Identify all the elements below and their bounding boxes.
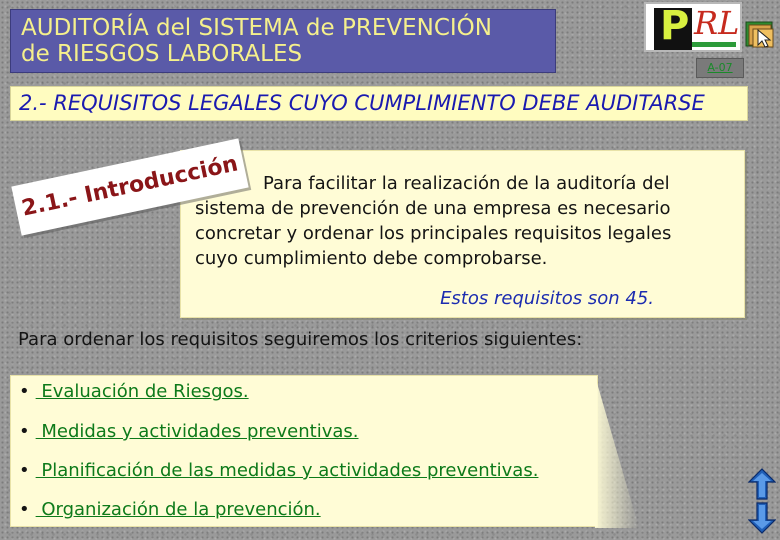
intro-panel	[180, 150, 745, 318]
page-navigation	[748, 468, 776, 534]
intro-paragraph	[195, 171, 735, 271]
logo-p-letter: P	[660, 3, 690, 49]
prl-logo	[644, 2, 742, 52]
title-line-1: AUDITORÍA del SISTEMA de PREVENCIÓN	[21, 15, 492, 41]
criteria-item-organizacion	[19, 498, 321, 522]
page-code-link[interactable]: A-07	[696, 58, 744, 78]
bullet: •	[19, 499, 30, 520]
title-line-2: de RIESGOS LABORALES	[21, 41, 303, 67]
subsection-tag: 2.1.- Introducción	[11, 138, 248, 235]
criteria-item-evaluacion	[19, 380, 249, 404]
logo-underline	[692, 42, 736, 47]
bullet: •	[19, 460, 30, 481]
link-evaluacion-riesgos[interactable]: Evaluación de Riesgos.	[35, 381, 249, 402]
arrow-down-icon	[748, 502, 776, 534]
requirements-count-note: Estos requisitos son 45.	[440, 288, 654, 309]
intro-line-1: Para facilitar la realización de la auditoría del	[263, 173, 670, 194]
home-folder-icon	[744, 18, 776, 50]
intro-line-2: sistema de prevención de una empresa es necesario	[195, 198, 671, 219]
criteria-intro-text: Para ordenar los requisitos seguiremos los criterios siguientes:	[18, 329, 583, 350]
previous-page-button[interactable]	[748, 468, 776, 500]
panel-wedge	[595, 376, 639, 528]
criteria-panel	[10, 375, 598, 527]
intro-line-3: concretar y ordenar los principales requisitos legales	[195, 223, 672, 244]
link-medidas-actividades[interactable]: Medidas y actividades preventivas.	[35, 421, 359, 442]
presentation-title	[10, 9, 556, 73]
link-planificacion-medidas[interactable]: Planificación de las medidas y actividades preventivas.	[35, 460, 539, 481]
logo-rl-letters: RL	[694, 4, 740, 42]
next-page-button[interactable]	[748, 502, 776, 534]
section-heading: 2.- REQUISITOS LEGALES CUYO CUMPLIMIENTO DEBE AUDITARSE	[10, 86, 748, 121]
bullet: •	[19, 421, 30, 442]
arrow-up-icon	[748, 468, 776, 500]
bullet: •	[19, 381, 30, 402]
criteria-item-planificacion	[19, 459, 538, 483]
link-organizacion-prevencion[interactable]: Organización de la prevención.	[35, 499, 321, 520]
criteria-item-medidas	[19, 420, 358, 444]
home-button[interactable]	[744, 18, 776, 50]
intro-line-4: cuyo cumplimiento debe comprobarse.	[195, 248, 548, 269]
